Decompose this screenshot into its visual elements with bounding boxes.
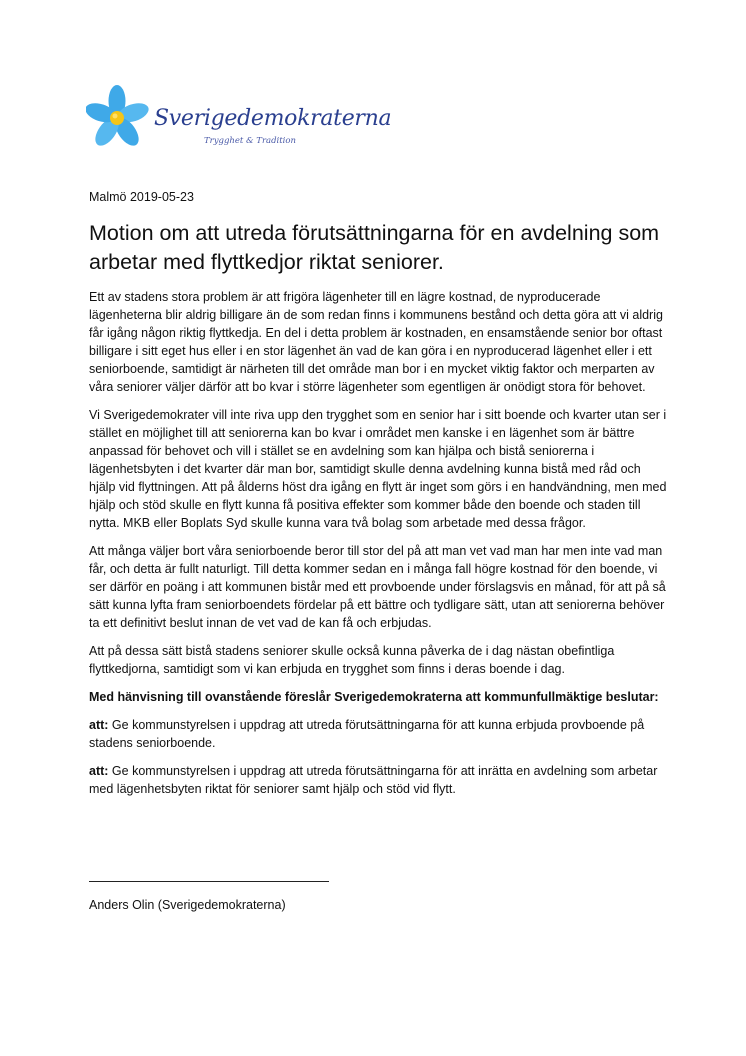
logo-tagline: Trygghet & Tradition bbox=[204, 136, 296, 146]
att-text: Ge kommunstyrelsen i uppdrag att utreda förutsättningarna för att kunna erbjuda provboende på stadens seniorboende. bbox=[89, 718, 645, 750]
logo-name: Sverigedemokraterna bbox=[154, 106, 392, 131]
proposal-intro: Med hänvisning till ovanstående föreslår Sverigedemokraterna att kommunfullmäktige beslutar: bbox=[89, 690, 659, 704]
paragraph: Vi Sverigedemokrater vill inte riva upp den trygghet som en senior har i sitt boende och kvarter utan ser i stället en möjlighet till att seniorerna kan bo kvar i området men kanske i en lägenhet som är bättre anpassad för behovet och vill i stället se en avdelning som kan hjälpa och bistå seniorerna i lägenhetsbyten i det kvarter där man bor, samtidigt skulle denna avdelning kunna bistå med råd och hjälp vid flyttningen. Att på ålderns höst dra igång en flytt är inget som görs i en handvändning, men med hjälp och stöd skulle en flytt kunna få positiva effekter som kommer både den boende och staden till nytta. MKB eller Boplats Syd skulle kunna vara två bolag som arbetade med dessa frågor. bbox=[89, 408, 667, 530]
signature-name: Anders Olin (Sverigedemokraterna) bbox=[89, 898, 286, 912]
att-item bbox=[89, 762, 667, 798]
document-title: Motion om att utreda förutsättningarna för en avdelning som arbetar med flyttkedjor riktat seniorer. bbox=[89, 221, 660, 274]
att-item bbox=[89, 716, 667, 752]
flower-icon bbox=[86, 84, 152, 150]
att-text: Ge kommunstyrelsen i uppdrag att utreda förutsättningarna för att inrätta en avdelning som arbetar med lägenhetsbyten riktat för seniorer samt hjälp och stöd vid flytt. bbox=[89, 764, 658, 796]
paragraph: Ett av stadens stora problem är att frigöra lägenheter till en lägre kostnad, de nyproducerade lägenheterna blir aldrig billigare än de som redan finns i kommunens bestånd och detta göra att vi aldrig får igång någon riktig flyttkedja. En del i detta problem är kostnaden, en ensamstående senior bor oftast billigare i sitt eget hus eller i en stor lägenhet än vad de kan göra i en nyproducerad lägenhet eller i ett seniorboende, samtidigt är närheten till det område man bor i en mycket viktig faktor och merparten av våra seniorer väljer därför att bo kvar i större lägenheter som egentligen är onödigt stora för behovet. bbox=[89, 290, 663, 394]
att-label: att: bbox=[89, 718, 109, 732]
party-logo bbox=[86, 84, 392, 156]
att-label: att: bbox=[89, 764, 109, 778]
signature-line bbox=[89, 881, 329, 882]
document-date: Malmö 2019-05-23 bbox=[89, 190, 194, 204]
paragraph: Att på dessa sätt bistå stadens seniorer skulle också kunna påverka de i dag nästan obefintliga flyttkedjorna, samtidigt som vi kan erbjuda en trygghet som finns i deras boende i dag. bbox=[89, 644, 615, 676]
document-body bbox=[89, 288, 667, 808]
paragraph: Att många väljer bort våra seniorboende beror till stor del på att man vet vad man har men inte vad man får, och detta är fullt naturligt. Till detta kommer sedan en i många fall högre kostnad för den boende, vi ser därför en poäng i att kommunen bistår med ett provboende under förslagsvis en månad, för att på så sätt kunna lyfta fram seniorboendets fördelar på ett bättre och tydligare sätt, utan att seniorerna behöver ta ett definitivt beslut innan de vet vad de kan få och erbjudas. bbox=[89, 544, 666, 630]
